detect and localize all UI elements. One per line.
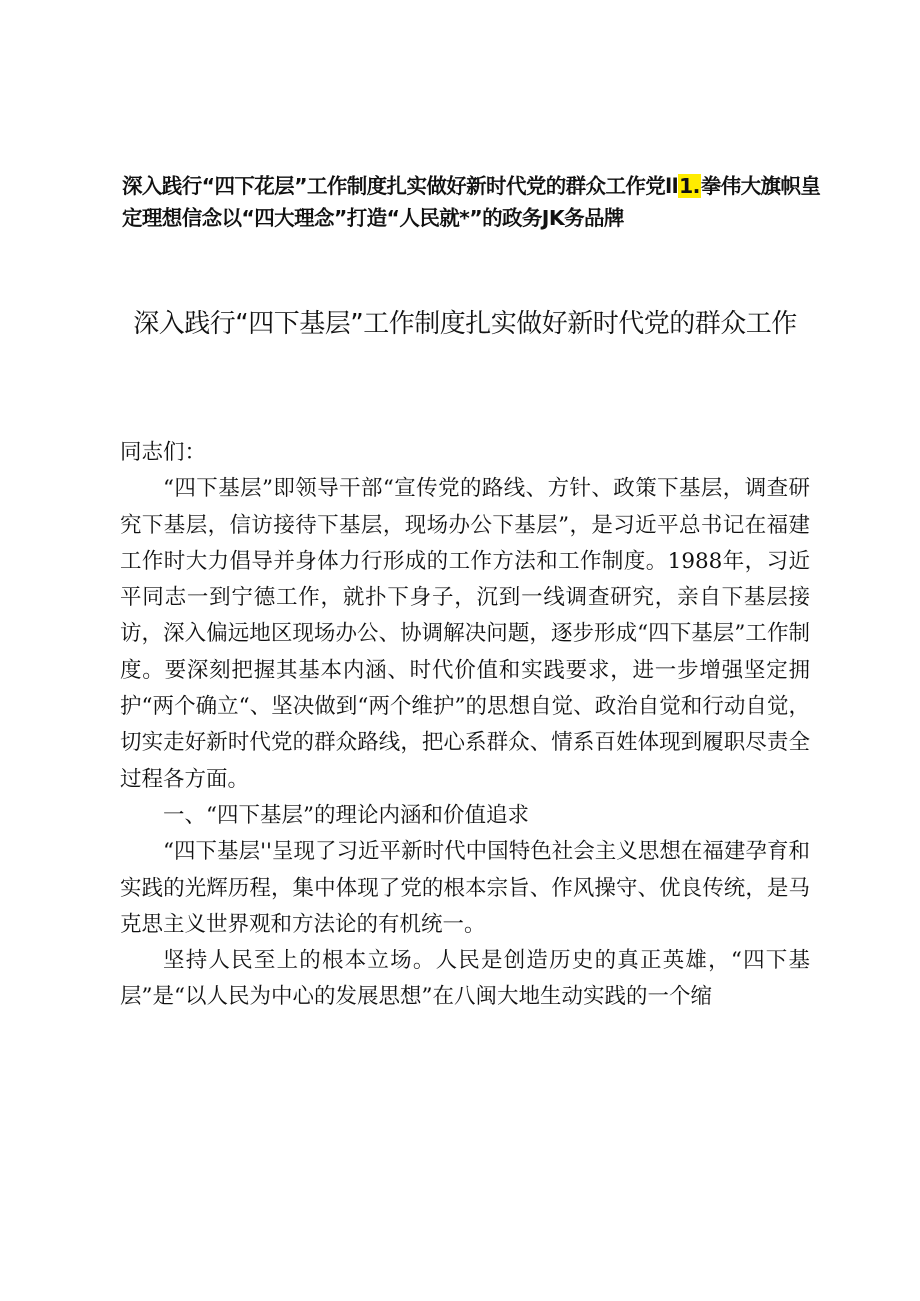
header-text-part2: 拳伟大旗帜皇定理想信念以“四大理念”打造“人民就*”的政务JK务品牌 — [122, 174, 821, 230]
document-body — [120, 435, 810, 1016]
document-title: 深入践行“四下基层”工作制度扎实做好新时代党的群众工作 — [133, 309, 797, 339]
paragraph-people-first: 坚持人民至上的根本立场。人民是创造历史的真正英雄，“四下基层”是“以人民为中心的发展思想”在八闽大地生动实践的一个缩 — [120, 948, 810, 1010]
header-text-part1: 深入践行“四下花层”工作制度扎实做好新时代党的群众工作党ll — [122, 174, 678, 198]
salutation: 同志们： — [120, 440, 207, 465]
section-heading-1: 一、“四下基层”的理论内涵和价值追求 — [163, 802, 529, 828]
paragraph-theory: “四下基层''呈现了习近平新时代中国特色社会主义思想在福建孕育和实践的光辉历程，集中体现了党的根本宗旨、作风操守、优良传统，是马克思主义世界观和方法论的有机统一。 — [120, 839, 810, 937]
document-header — [122, 170, 822, 234]
header-highlight: 1. — [679, 174, 700, 198]
paragraph-intro: “四下基层”即领导干部“宣传党的路线、方针、政策下基层，调查研究下基层，信访接待下基层，现场办公下基层”，是习近平总书记在福建工作时大力倡导并身体力行形成的工作方法和工作制度。1988年，习近平同志一到宁德工作，就扑下身子，沉到一线调查研究，亲自下基层接访，深入偏远地区现场办公、协调解决问题，逐步形成“四下基层”工作制度。要深刻把握其基本内涵、时代价值和实践要求，进一步增强坚定拥护“两个确立“、坚决做到“两个维护”的思想自觉、政治自觉和行动自觉，切实走好新时代党的群众路线，把心系群众、情系百姓体现到履职尽责全过程各方面。 — [120, 476, 810, 792]
